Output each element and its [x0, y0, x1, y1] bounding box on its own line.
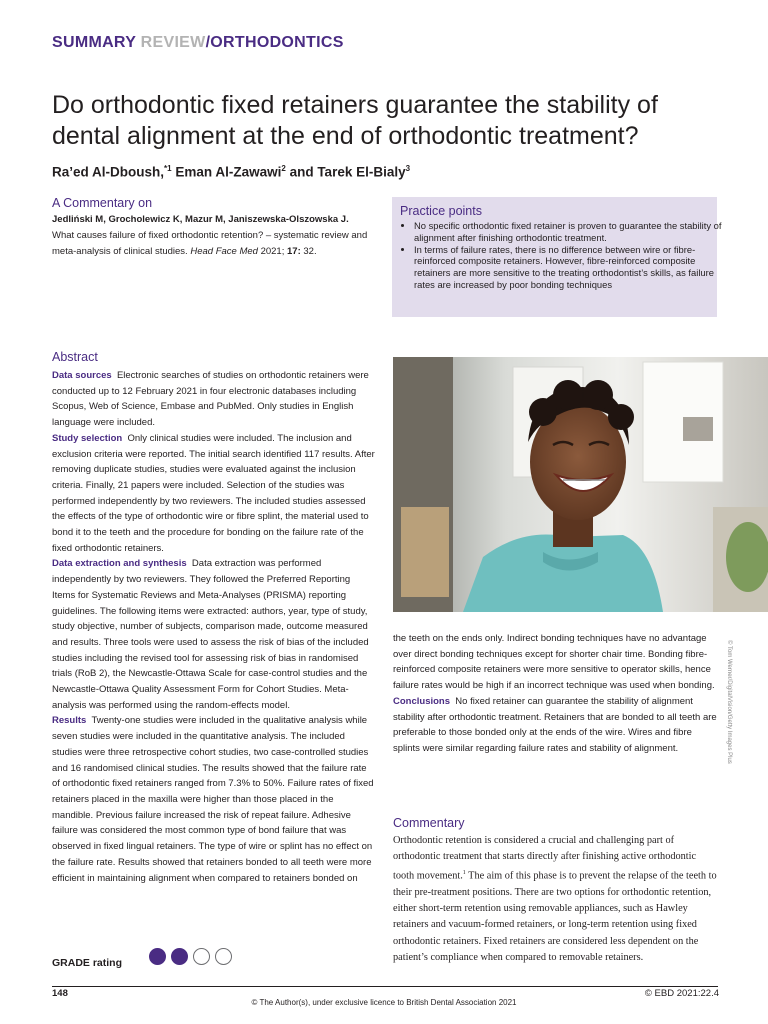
commentary-body [393, 833, 718, 966]
article-title: Do orthodontic fixed retainers guarantee the stability of dental alignment at the end of orthodontic treatment? [52, 91, 658, 150]
section-review: REVIEW [140, 34, 206, 51]
reference-title: What causes failure of fixed orthodontic retention? – systematic review and meta-analysis of clinical studies. [52, 230, 368, 257]
commentary-text-a: Orthodontic retention is considered a crucial and challenging part of orthodontic treatment that starts directly after finishing active orthodontic tooth movement. [393, 835, 697, 882]
photo-credit [722, 640, 736, 780]
practice-points-title: Practice points [400, 204, 482, 218]
practice-points-list [400, 220, 726, 291]
grade-dot-empty [193, 948, 210, 965]
practice-point: • No specific orthodontic fixed retainer is proven to guarantee the stability of alignment after finishing orthodontic treatment. [414, 220, 726, 244]
author-1: Ra’ed Al-Dboush, [52, 164, 165, 180]
extraction-label: Data extraction and synthesis [52, 558, 187, 570]
section-orthodontics: /ORTHODONTICS [205, 34, 344, 51]
data-sources-label: Data sources [52, 370, 112, 381]
grade-rating-label: GRADE rating [52, 957, 123, 969]
author-list [52, 164, 410, 180]
study-selection-text: Only clinical studies were included. The inclusion and exclusion criteria were reported. The initial search identified 117 results. After removing duplicate studies, studies were evaluated against the inclusion criteria. Finally, 21 papers were included. Selection of the studies was performed independently by two reviewers. The included studies assessed the effects of the type of orthodontic wire or fibre splint, the material used to bond it to the teeth and the procedure for bonding on the failure rate of the fixed orthodontic retainers. [52, 432, 375, 554]
practice-point: • In terms of failure rates, there is no difference between wire or fibre-reinforced composite retainers. However, fibre-reinforced composite retainers are more sensitive to the treating orthodontist’s skills, as failure rates are increased by poor bonding techniques [414, 244, 726, 291]
reference-authors: Jedliński M, Grocholewicz K, Mazur M, Janiszewska-Olszowska J. [52, 214, 349, 225]
results-continued: the teeth on the ends only. Indirect bonding techniques have no advantage over direct bonding techniques except for shorter chair time. Bonding fibre-reinforced composite retainers were more sensitive to operator skills, hence failure rates would be high if an incorrect technique was used when bonding. [393, 633, 715, 692]
commentary-on-reference [52, 212, 372, 260]
grade-dot-filled [149, 948, 166, 965]
extraction-text: Data extraction was performed independently by two reviewers. They followed the Preferred Reporting Items for Systematic Reviews and Meta-Analyses (PRISMA) reporting guidelines. The following items were extracted: authors, year, type of study, study objective, number of subjects, comparison made, outcome measured and results. Three tools were used to assess the risk of bias of the included studies including the revised tool for assessing risk of bias in randomised trials (RoB 2), the Newcastle-Ottawa Scale for case-control studies and the Newcastle-Ottawa Quality Assessment Form for Cohort Studies. Meta-analysis was performed using the random-effects model. [52, 558, 369, 711]
abstract-body [52, 368, 375, 886]
photo-illustration [393, 357, 768, 612]
footer-rule [52, 986, 718, 987]
commentary-heading: Commentary [393, 816, 465, 830]
author-3: and Tarek El-Bialy [285, 164, 406, 180]
author-1-affiliation: *1 [164, 164, 172, 173]
grade-dot-empty [215, 948, 232, 965]
section-summary: SUMMARY [52, 34, 141, 51]
grade-rating-dots [149, 948, 232, 965]
boy-with-braces-photo [393, 357, 768, 612]
commentary-text-b: The aim of this phase is to prevent the relapse of the teeth to their pre-treatment positions. There are two options for orthodontic retention, either short-term retention using removable appliances, such as Hawley retainers and vacuum-formed retainers, or long-term retention using fixed orthodontic retainers. Fixed retainers are considered less dependent on the patient’s compliance when compared to removable retainers. [393, 870, 717, 963]
author-2-affiliation: 2 [281, 164, 286, 173]
author-3-affiliation: 3 [405, 164, 411, 173]
section-tag [52, 34, 344, 52]
abstract-heading: Abstract [52, 350, 98, 364]
conclusions-label: Conclusions [393, 695, 451, 707]
conclusions-text: No fixed retainer can guarantee the stability of alignment stability after orthodontic treatment. Retainers that are bonded to all teeth are preferable to those bonded only at the ends of the wire. Wires and fibre splints were similar regarding failure rates and stability of alignment. [393, 695, 717, 754]
abstract-data-sources [52, 368, 375, 431]
abstract-conclusions [393, 694, 718, 757]
author-2: Eman Al-Zawawi [171, 164, 282, 180]
license-notice: © The Author(s), under exclusive licence to British Dental Association 2021 [251, 998, 517, 1007]
abstract-extraction [52, 556, 375, 713]
commentary-on-heading: A Commentary on [52, 196, 153, 210]
abstract-study-selection [52, 431, 375, 557]
reference-year: 2021; [257, 246, 287, 257]
data-sources-text: Electronic searches of studies on orthodontic retainers were conducted up to 12 February 2021 in four electronic databases including Scopus, Web of Science, Embase and PubMed. Only studies in English language were included. [52, 370, 369, 429]
abstract-continued [393, 631, 718, 757]
abstract-results [52, 713, 375, 886]
reference-pages: 32. [300, 246, 317, 257]
page-number: 148 [52, 988, 68, 999]
photo-credit-text: © Tom Werner/DigitalVision/Getty Images Plus [726, 640, 732, 764]
reference-volume: 17: [287, 246, 301, 257]
journal-issue: © EBD 2021:22.4 [644, 988, 719, 999]
reference-journal: Head Face Med [190, 246, 258, 257]
grade-dot-filled [171, 948, 188, 965]
results-text: Twenty-one studies were included in the qualitative analysis while seven studies were included in the quantitative analysis. The included studies were three retrospective cohort studies, two case-controlled studies and 16 randomised clinical studies. The results showed that the failure rate of orthodontic fixed retainers ranged from 7.3% to 50%. Failure rates of fixed retainers placed in the maxilla were higher than those placed in the mandible. Previous failure increased the risk of repeat failure. Adhesive failure was considered the most common type of bond failure that was observed in fixed lingual retainers. The type of wire or splint has no effect on the failure rate. Results showed that retainers bonded to all teeth were more efficient in maintaining alignment when compared to retainers bonded on [52, 715, 374, 884]
study-selection-label: Study selection [52, 432, 123, 444]
results-label: Results [52, 715, 87, 727]
commentary-citation: 1 [462, 870, 466, 877]
